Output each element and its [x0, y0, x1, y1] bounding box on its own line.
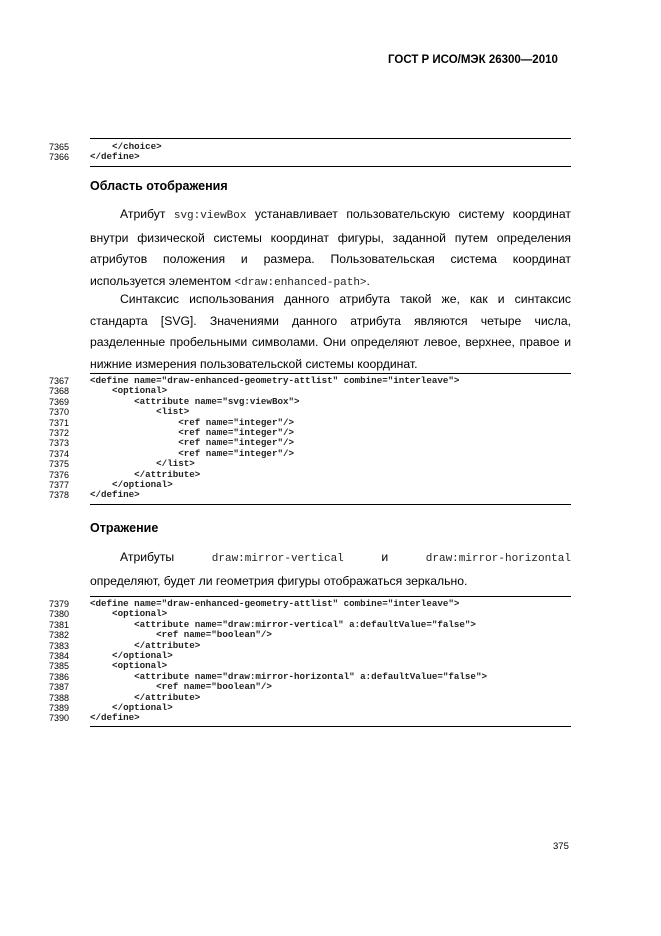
- line-number: 7366: [48, 152, 69, 163]
- section-heading-mirroring: Отражение: [90, 521, 159, 535]
- text: Синтаксис использования данного атрибута такой же, как и синтаксис: [120, 292, 571, 306]
- line-number: 7367: [48, 376, 69, 386]
- inline-code: <draw:enhanced-path>: [234, 276, 367, 289]
- para-line: [90, 547, 571, 571]
- code-text: <optional>: [90, 660, 168, 672]
- code-text: <define name="draw-enhanced-geometry-attlist" combine="interleave">: [90, 598, 460, 609]
- inline-code: svg:viewBox: [173, 210, 247, 222]
- line-number: 7387: [48, 682, 69, 693]
- code-line: [34, 152, 574, 162]
- code-text: </define>: [90, 489, 140, 501]
- code-line: [34, 630, 574, 640]
- code-text: <attribute name="svg:viewBox">: [90, 395, 300, 407]
- code-text: </choice>: [90, 141, 162, 152]
- code-top-rule: [90, 138, 571, 139]
- code-bottom-rule: [90, 504, 571, 505]
- para-line: [90, 204, 571, 228]
- code-line: [34, 490, 574, 500]
- document-header: ГОСТ Р ИСО/МЭК 26300—2010: [388, 54, 558, 66]
- code-text: </attribute>: [90, 639, 201, 651]
- code-text: </optional>: [90, 478, 173, 490]
- code-text: <attribute name="draw:mirror-horizontal" a:defaultValue="false">: [90, 670, 487, 682]
- code-bottom-rule: [90, 726, 571, 727]
- line-number: 7381: [48, 619, 69, 630]
- line-number: 7376: [48, 469, 69, 480]
- text: Атрибуты: [120, 550, 175, 564]
- code-top-rule: [90, 596, 571, 597]
- paragraph-mirror: [90, 547, 571, 592]
- line-number: 7389: [48, 702, 69, 713]
- code-text: <optional>: [90, 385, 168, 397]
- line-number: 7368: [48, 386, 69, 397]
- line-number: 7385: [48, 661, 69, 672]
- paragraph-viewbox-intro: [90, 204, 571, 294]
- code-text: </define>: [90, 712, 140, 724]
- line-number: 7388: [48, 692, 69, 703]
- line-number: 7382: [48, 630, 69, 641]
- text: используется элементом: [90, 273, 235, 288]
- para-line: определяют, будет ли геометрия фигуры отображаться зеркально.: [90, 573, 468, 588]
- line-number: 7378: [48, 490, 69, 501]
- code-text: <ref name="boolean"/>: [90, 681, 272, 693]
- line-number: 7374: [48, 448, 69, 459]
- para-line: внутри физической системы координат фигуры, заданной путем определения: [90, 230, 571, 245]
- code-text: <list>: [90, 406, 190, 418]
- line-number: 7370: [48, 407, 69, 418]
- code-text: <attribute name="draw:mirror-vertical" a:defaultValue="false">: [90, 618, 476, 630]
- line-number: 7386: [48, 671, 69, 682]
- code-text: <ref name="integer"/>: [90, 416, 294, 428]
- line-number: 7373: [48, 438, 69, 449]
- para-line: атрибутов положения и размера. Пользовательская система координат: [90, 252, 571, 266]
- line-number: 7377: [48, 479, 69, 490]
- code-top-rule: [90, 373, 571, 374]
- code-text: <ref name="boolean"/>: [90, 629, 272, 641]
- line-number: 7371: [48, 417, 69, 428]
- text: и: [381, 550, 389, 564]
- text: Атрибут: [120, 207, 174, 221]
- paragraph-viewbox-syntax: [90, 289, 571, 375]
- code-text: <define name="draw-enhanced-geometry-attlist" combine="interleave">: [90, 375, 460, 386]
- para-line: нижние измерения пользовательской системы координат.: [90, 356, 418, 371]
- line-number: 7365: [48, 142, 69, 152]
- text: устанавливает пользовательскую систему координат: [246, 207, 571, 221]
- code-block-3: [34, 599, 574, 724]
- line-number: 7380: [48, 609, 69, 620]
- line-number: 7383: [48, 640, 69, 651]
- code-line: [34, 682, 574, 692]
- line-number: 7375: [48, 459, 69, 470]
- para-line: разделенные пробельными символами. Они определяют левое, верхнее, правое и: [90, 335, 571, 349]
- code-text: </optional>: [90, 649, 173, 661]
- code-line: [34, 459, 574, 469]
- para-line: стандарта [SVG]. Значениями данного атрибута являются четыре числа,: [90, 313, 571, 328]
- line-number: 7379: [48, 599, 69, 609]
- code-block-1: [34, 142, 574, 163]
- code-text: <ref name="integer"/>: [90, 426, 294, 438]
- line-number: 7384: [48, 650, 69, 661]
- page-number: 375: [553, 841, 569, 852]
- inline-code: draw:mirror-vertical: [211, 553, 344, 565]
- section-heading-display-area: Область отображения: [90, 179, 228, 193]
- code-text: <ref name="integer"/>: [90, 437, 294, 449]
- code-line: [34, 713, 574, 723]
- line-number: 7372: [48, 427, 69, 438]
- code-text: </attribute>: [90, 468, 201, 480]
- code-bottom-rule: [90, 166, 571, 167]
- code-text: </list>: [90, 458, 195, 470]
- code-line: [34, 407, 574, 417]
- inline-code: draw:mirror-horizontal: [425, 553, 571, 565]
- code-block-2: [34, 376, 574, 501]
- code-text: <optional>: [90, 608, 168, 620]
- code-text: </optional>: [90, 701, 173, 713]
- line-number: 7390: [48, 713, 69, 724]
- text: .: [366, 273, 370, 288]
- para-line: [90, 289, 571, 311]
- code-text: <ref name="integer"/>: [90, 447, 294, 459]
- code-text: </define>: [90, 151, 140, 163]
- code-text: </attribute>: [90, 691, 201, 703]
- line-number: 7369: [48, 396, 69, 407]
